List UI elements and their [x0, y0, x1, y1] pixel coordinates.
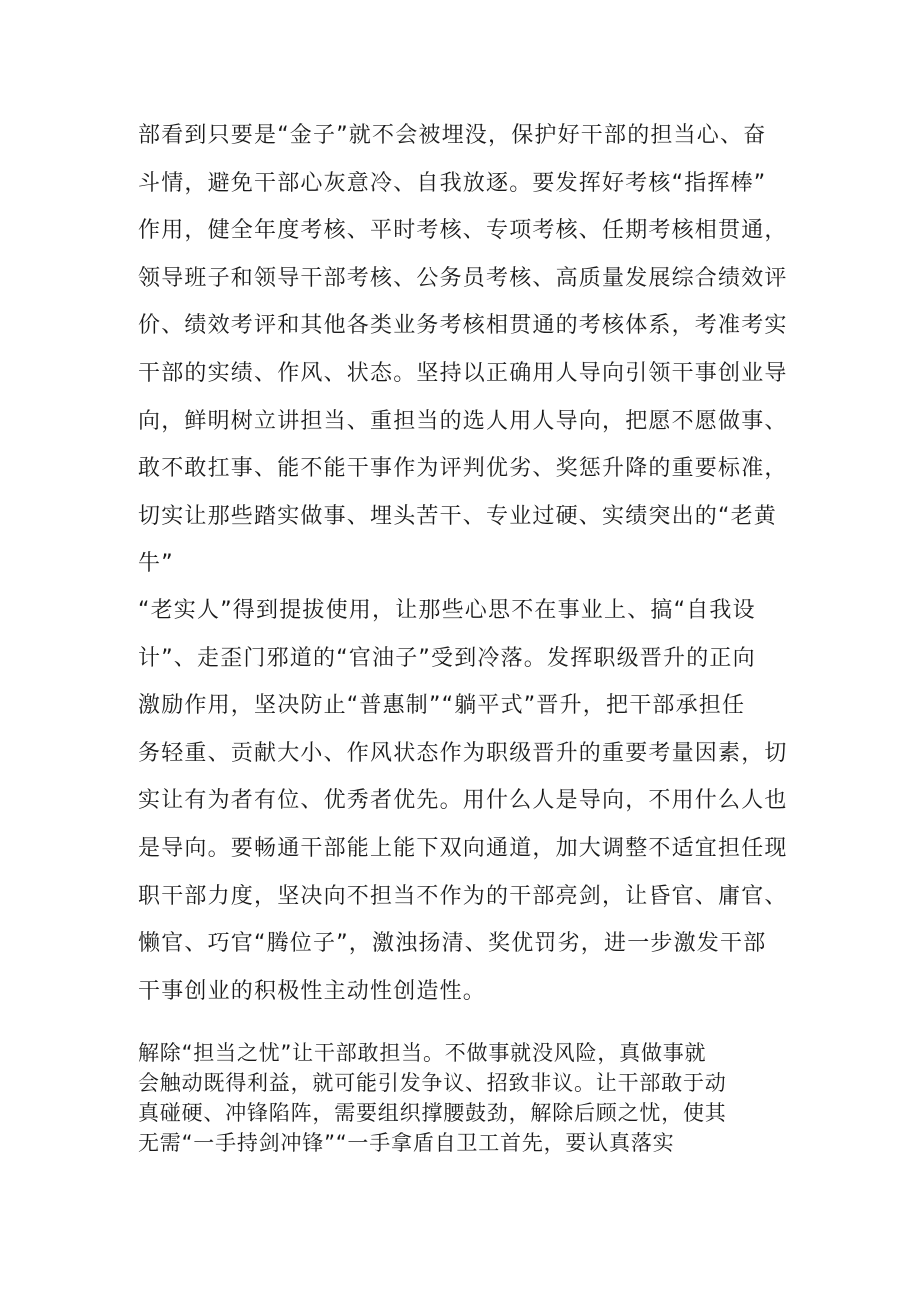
text-line: 牛” — [138, 551, 174, 577]
text-line: 作用，健全年度考核、平时考核、专项考核、任期考核相贯通， — [138, 218, 788, 244]
paragraph-3 — [138, 1038, 798, 1158]
text-line: 干部的实绩、作风、状态。坚持以正确用人导向引领干事创业导 — [138, 360, 788, 386]
text-line: 会触动既得利益，就可能引发争议、招致非议。让干部敢于动 — [138, 1071, 727, 1095]
text-line: 干事创业的积极性主动性创造性。 — [138, 978, 487, 1004]
text-line: 真碰硬、冲锋陷阵，需要组织撑腰鼓劲，解除后顾之忧，使其 — [138, 1101, 727, 1125]
text-line: “老实人”得到提拔使用，让那些心思不在事业上、搞“自我设 — [138, 598, 756, 623]
text-line: 无需“一手持剑冲锋”“一手拿盾自卫工首先，要认真落实 — [138, 1131, 675, 1155]
text-line: 激励作用，坚决防止“普惠制”“躺平式”晋升，把干部承担任 — [138, 693, 746, 719]
text-line: 价、绩效考评和其他各类业务考核相贯通的考核体系，考准考实 — [138, 313, 788, 339]
text-line: 职干部力度，坚决向不担当不作为的干部亮剑，让昏官、庸官、 — [138, 883, 788, 909]
text-line: 部看到只要是“金子”就不会被埋没，保护好干部的担当心、奋 — [138, 123, 767, 148]
paragraph-1 — [138, 112, 798, 588]
text-line: 解除“担当之忧”让干部敢担当。不做事就没风险，真做事就 — [138, 1041, 707, 1065]
text-line: 领导班子和领导干部考核、公务员考核、高质量发展综合绩效评 — [138, 265, 788, 291]
text-line: 是导向。要畅通干部能上能下双向通道，加大调整不适宜担任现 — [138, 835, 788, 861]
text-line: 向，鲜明树立讲担当、重担当的选人用人导向，把愿不愿做事、 — [138, 408, 788, 434]
text-line: 实让有为者有位、优秀者优先。用什么人是导向，不用什么人也 — [138, 788, 788, 814]
text-line: 懒官、巧官“腾位子”，激浊扬清、奖优罚劣，进一步激发干部 — [138, 931, 767, 957]
text-line: 斗情，避免干部心灰意冷、自我放逐。要发挥好考核“指挥棒” — [138, 170, 767, 196]
text-line: 敢不敢扛事、能不能干事作为评判优劣、奖惩升降的重要标准， — [138, 456, 788, 482]
paragraph-2 — [138, 587, 798, 1015]
text-line: 切实让那些踏实做事、埋头苦干、专业过硬、实绩突出的“老黄 — [138, 503, 777, 529]
text-line: 务轻重、贡献大小、作风状态作为职级晋升的重要考量因素，切 — [138, 740, 788, 766]
text-line: 计”、走歪门邪道的“官油子”受到冷落。发挥职级晋升的正向 — [138, 645, 756, 671]
